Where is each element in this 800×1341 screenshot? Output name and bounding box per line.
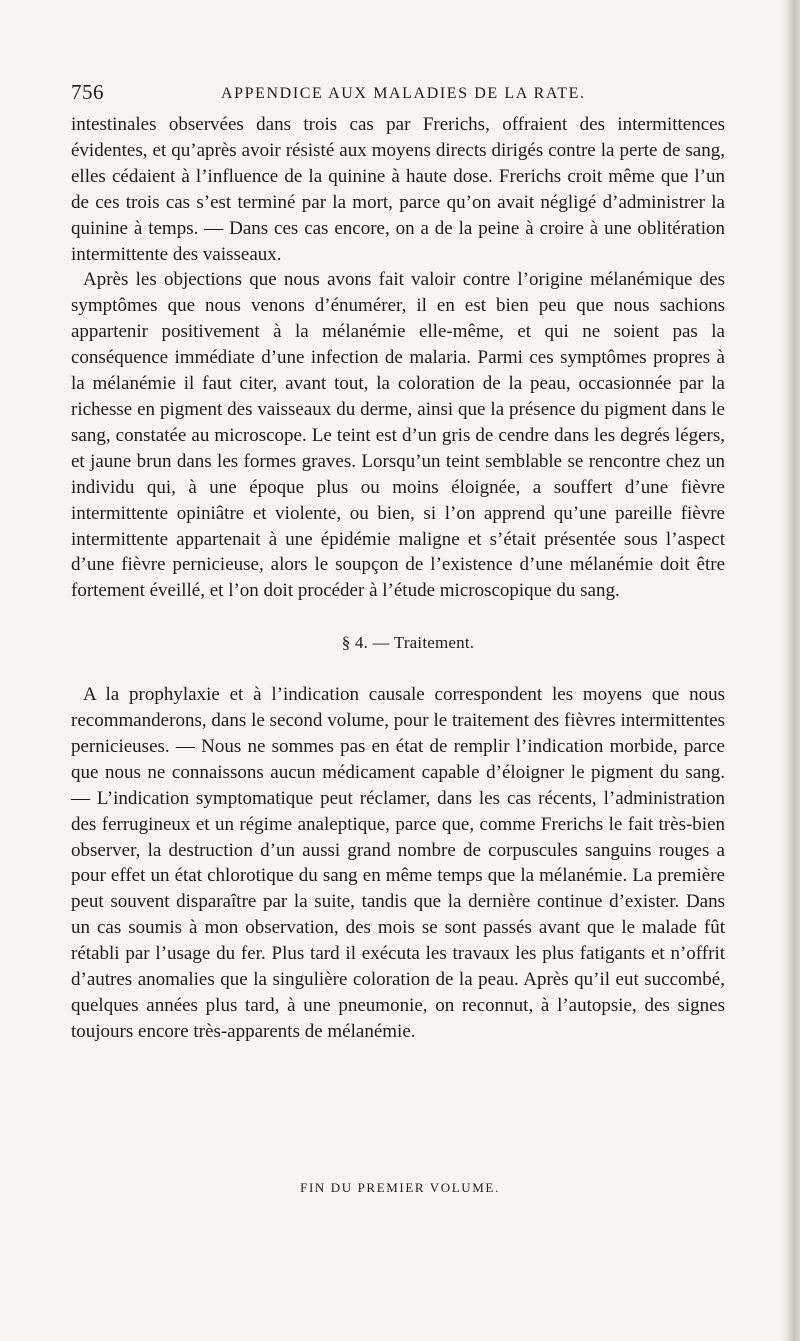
page-number: 756 bbox=[71, 80, 104, 104]
section-heading: § 4. — Traitement. bbox=[341, 633, 475, 653]
paragraph-continued: intestinales observées dans trois cas par Frerichs, offraient des intermittences évidentes, et qu’après avoir résisté aux moyens directs dirigés contre la perte de sang, elles cédaient à l’influence de la quinine à haute dose. Frerichs croit même que l’un de ces trois cas s’est terminé par la mort, parce qu’on avait négligé d’administrer la quinine à temps. — Dans ces cas encore, on a de la peine à croire à une oblitération intermittente des vaisseaux. bbox=[71, 114, 725, 265]
end-of-volume-note: FIN DU PREMIER VOLUME. bbox=[300, 1180, 500, 1195]
body-text bbox=[71, 112, 725, 1045]
running-title: APPENDICE AUX MALADIES DE LA RATE. bbox=[221, 85, 586, 102]
page-header bbox=[71, 80, 725, 110]
page-edge bbox=[786, 0, 800, 1341]
paragraph-symptoms: Après les objections que nous avons fait valoir contre l’origine mélanémique des symptômes que nous venons d’énumérer, il en est bien peu que nous sachions appartenir positivement à la mélanémie elle-même, et qui ne soient pas la conséquence immédiate d’une infection de malaria. Parmi ces symptômes propres à la mélanémie il faut citer, avant tout, la coloration de la peau, occasionnée par la richesse en pigment des vaisseaux du derme, ainsi que la présence du pigment dans le sang, constatée au microscope. Le teint est d’un gris de cendre dans les degrés légers, et jaune brun dans les formes graves. Lorsqu’un teint semblable se rencontre chez un individu qui, à une époque plus ou moins éloignée, a souffert d’une fièvre intermittente opiniâtre et violente, ou bien, si l’on apprend qu’une pareille fièvre intermittente appartenait à une épidémie maligne et s’était présentée sous l’aspect d’une fièvre pernicieuse, alors le soupçon de l’existence d’une mélanémie doit être fortement éveillé, et l’on doit procéder à l’étude microscopique du sang. bbox=[71, 269, 725, 602]
paragraph-treatment: A la prophylaxie et à l’indication causale correspondent les moyens que nous recommanderons, dans le second volume, pour le traitement des fièvres intermittentes pernicieuses. — Nous ne sommes pas en état de remplir l’indication morbide, parce que nous ne connaissons aucun médicament capable d’éloigner le pigment du sang. — L’indication symptomatique peut réclamer, dans les cas récents, l’administration des ferrugineux et un régime analeptique, parce que, comme Frerichs le fait très-bien observer, la destruction d’un aussi grand nombre de corpuscules sanguins rouges a pour effet un état chlorotique du sang en même temps que la mélanémie. La première peut souvent disparaître par la suite, tandis que la dernière continue d’exister. Dans un cas soumis à mon observation, des mois se sont passés avant que le malade fût rétabli par l’usage du fer. Plus tard il exécuta les travaux les plus fatigants et n’offrit d’autres anomalies que la singulière coloration de la peau. Après qu’il eut succombé, quelques années plus tard, à une pneumonie, on reconnut, à l’autopsie, des signes toujours encore très-apparents de mélanémie. bbox=[71, 684, 725, 1042]
